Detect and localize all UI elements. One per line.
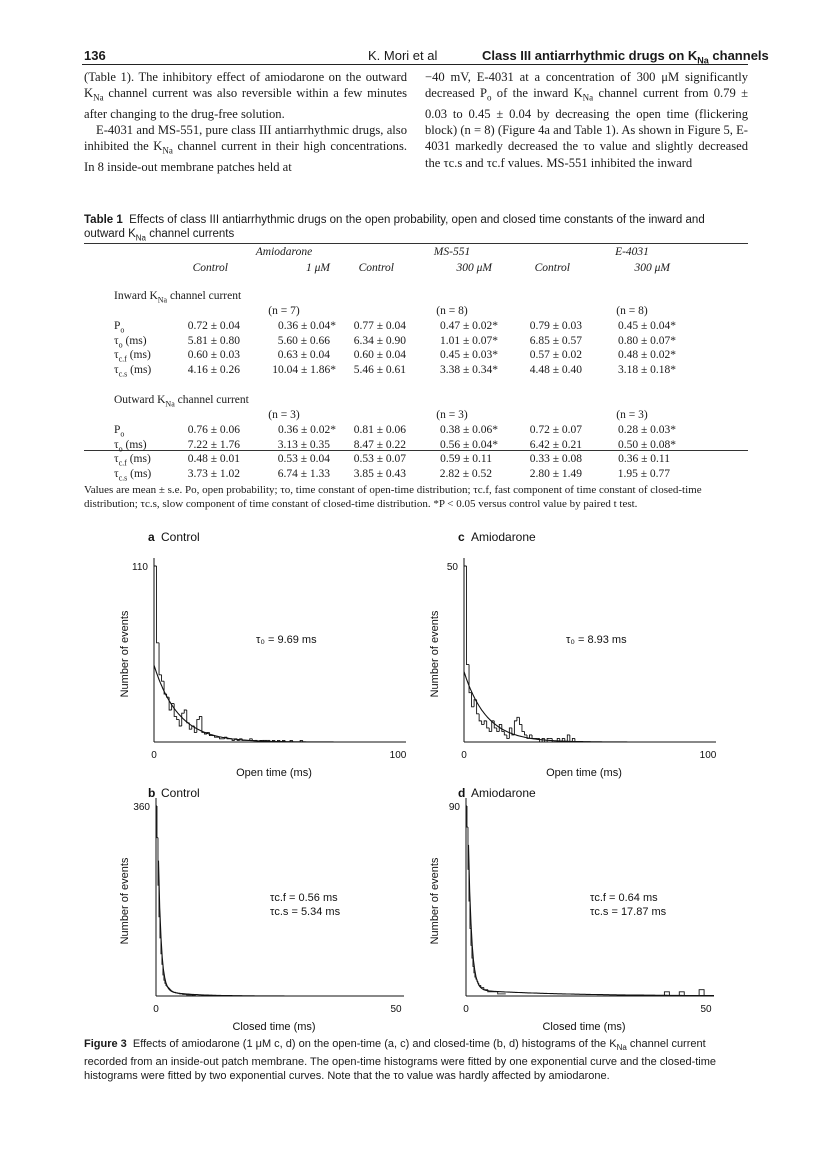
table-row-label: $\tau_o$ (ms) — [114, 334, 147, 349]
table-cell: 6.34 ± 0.90 — [353, 334, 406, 347]
table-cell: 0.57 ± 0.02 — [529, 349, 582, 361]
histogram-bin — [522, 724, 525, 731]
x-tick-label: 0 — [151, 750, 157, 761]
table-cell: 0.60 ± 0.04 — [353, 349, 406, 361]
table-cell: 2.80 ± 1.49 — [529, 467, 582, 480]
text-column-right — [425, 69, 748, 171]
x-tick-label: 100 — [699, 750, 717, 761]
histogram-bin — [159, 643, 162, 675]
histogram-bin — [504, 731, 507, 735]
panel-title: Control — [161, 786, 200, 800]
table-row-label: $\tau_{c.f}$ (ms) — [114, 349, 151, 364]
table-cell: 0.36 ± 0.02* — [277, 424, 336, 436]
histogram-bin — [467, 806, 468, 827]
histogram-bin — [479, 714, 482, 721]
paragraph: E-4031 and MS-551, pure class III antiarrhythmic drugs, also inhibited the $K_{Na}$ channel current in their high concentrations. In 8 inside-out membrane patches held at — [84, 123, 407, 175]
table-cell: 0.28 ± 0.03* — [617, 424, 676, 436]
table-caption: Table 1 Effects of class III antiarrhythmic drugs on the open probability, open and closed time constants of the inward and outward $K_{Na}$ channel currents — [84, 214, 705, 243]
histogram-b — [110, 784, 420, 1036]
table-row-label: $P_o$ — [114, 320, 125, 335]
table-top-rule — [84, 243, 748, 244]
table-n-count: (n = 8) — [616, 305, 648, 317]
table-section-title: Outward $K_{Na}$ channel current — [114, 394, 249, 409]
table-n-count: (n = 3) — [616, 409, 648, 421]
table-cell: 4.16 ± 0.26 — [187, 363, 240, 376]
y-axis-label: Number of events — [429, 610, 441, 698]
table-subheader: 1 μM — [306, 262, 330, 274]
x-axis-label: Open time (ms) — [546, 767, 622, 779]
x-tick-label: 50 — [700, 1004, 712, 1015]
histogram-bin — [467, 566, 470, 665]
header-rule — [82, 64, 748, 65]
fit-curve — [159, 861, 405, 996]
table-cell: 0.72 ± 0.04 — [187, 320, 240, 332]
tau-annotation: τc.f = 0.56 ms — [270, 892, 338, 904]
table-cell: 3.73 ± 1.02 — [187, 467, 240, 480]
table-notes: Values are mean ± s.e. Po, open probability; τo, time constant of open-time distribution; τc.f, fast component of time constant of closed-time distribution; τc.s, slow component of time constant of closed-time distribution. *P < 0.05 versus control value by paired t test. — [84, 484, 702, 510]
histogram-c — [420, 528, 730, 784]
x-tick-label: 0 — [463, 1004, 469, 1015]
table-cell: 1.01 ± 0.07* — [439, 334, 498, 347]
table-cell: 1.95 ± 0.77 — [617, 467, 670, 480]
y-axis-label: Number of events — [429, 857, 441, 945]
tau-annotation: τc.s = 5.34 ms — [270, 906, 341, 918]
table-cell: 3.13 ± 0.35 — [277, 438, 330, 451]
panel-label: a — [148, 530, 155, 544]
table-cell: 0.79 ± 0.03 — [529, 320, 582, 332]
y-tick-label: 110 — [132, 562, 148, 573]
table-cell: 3.85 ± 0.43 — [353, 467, 406, 480]
table-n-count: (n = 7) — [268, 305, 300, 317]
table-subheader: 300 μM — [634, 262, 670, 274]
table-cell: 0.53 ± 0.07 — [353, 453, 406, 465]
table-row-label: $\tau_{c.f}$ (ms) — [114, 453, 151, 468]
histogram-bin — [157, 806, 158, 838]
histogram-bin — [170, 989, 171, 990]
table-cell: 0.72 ± 0.07 — [529, 424, 582, 436]
table-cell: 0.77 ± 0.04 — [353, 320, 406, 332]
table-cell: 0.45 ± 0.03* — [439, 349, 498, 361]
histogram-a — [110, 528, 420, 784]
table-cell: 0.48 ± 0.01 — [187, 453, 240, 465]
histogram-bin — [524, 731, 527, 735]
histogram-bin — [197, 720, 200, 733]
histogram-bin — [519, 717, 522, 724]
table-cell: 0.53 ± 0.04 — [277, 453, 330, 465]
y-axis-label: Number of events — [119, 610, 131, 698]
tau-annotation: τ₀ = 9.69 ms — [256, 634, 317, 646]
x-tick-label: 100 — [389, 750, 407, 761]
table-cell: 0.48 ± 0.02* — [617, 349, 676, 361]
x-tick-label: 50 — [390, 1004, 402, 1015]
page-number: 136 — [84, 48, 106, 63]
panel-label: b — [148, 786, 156, 800]
paragraph: −40 mV, E-4031 at a concentration of 300 μM significantly decreased $P_o$ of the inward $K_{Na}$ channel current from 0.79 ± 0.03 to 0.45 ± 0.04 by decreasing the open time (flickering block) (n = 8) (Figure 4a and Table 1). As shown in Figure 5, E-4031 markedly decreased the τo value and slightly decreased the τc.s and τc.f values. MS-551 inhibited the inward — [425, 70, 748, 170]
panel-title: Amiodarone — [471, 530, 536, 544]
histogram-d — [420, 784, 730, 1036]
histogram-bin — [187, 710, 190, 723]
table-subheader: Control — [534, 262, 570, 274]
tau-annotation: τc.f = 0.64 ms — [590, 892, 658, 904]
table-cell: 3.38 ± 0.34* — [439, 363, 498, 376]
table-cell: 5.81 ± 0.80 — [187, 334, 240, 347]
table-drug-header: E-4031 — [615, 246, 649, 258]
x-tick-label: 0 — [153, 1004, 159, 1015]
histogram-bin — [487, 721, 490, 728]
table-cell: 0.45 ± 0.04* — [617, 320, 676, 332]
panel-label: c — [458, 530, 465, 544]
fit-curve — [154, 665, 406, 742]
table-n-count: (n = 3) — [268, 409, 300, 421]
table-cell: 0.60 ± 0.03 — [187, 349, 240, 361]
table-cell: 0.47 ± 0.02* — [439, 320, 498, 332]
table-cell: 0.80 ± 0.07* — [617, 334, 676, 347]
histogram-bin — [162, 675, 165, 681]
y-tick-label: 90 — [448, 802, 460, 813]
table-cell: 0.59 ± 0.11 — [440, 453, 492, 465]
paragraph: (Table 1). The inhibitory effect of amiodarone on the outward $K_{Na}$ channel current was also reversible within a few minutes after changing to the drug-free solution. — [84, 70, 407, 121]
histogram-bin — [157, 566, 160, 643]
tau-annotation: τc.s = 17.87 ms — [590, 906, 667, 918]
histogram-bin — [202, 716, 205, 732]
table-cell: 0.36 ± 0.04* — [277, 320, 336, 332]
table-cell: 4.48 ± 0.40 — [529, 363, 582, 376]
histogram-bin — [193, 995, 194, 996]
table-row-label: $\tau_o$ (ms) — [114, 438, 147, 453]
table-cell: 2.82 ± 0.52 — [439, 467, 492, 480]
panel-label: d — [458, 786, 466, 800]
histogram-bin — [177, 716, 180, 719]
table-row-label: $\tau_{c.s}$ (ms) — [114, 467, 152, 482]
table-cell: 0.33 ± 0.08 — [529, 453, 582, 465]
tau-annotation: τ₀ = 8.93 ms — [566, 634, 627, 646]
x-axis-label: Closed time (ms) — [232, 1021, 316, 1033]
fit-curve — [469, 845, 715, 996]
x-axis-label: Open time (ms) — [236, 767, 312, 779]
panel-title: Amiodarone — [471, 786, 536, 800]
table-cell: 10.04 ± 1.86* — [272, 363, 336, 376]
table-cell: 7.22 ± 1.76 — [187, 438, 240, 451]
table-cell: 6.42 ± 0.21 — [529, 438, 582, 451]
table-cell: 6.74 ± 1.33 — [277, 467, 330, 480]
table-subheader: 300 μM — [456, 262, 492, 274]
table-row-label: $\tau_{c.s}$ (ms) — [114, 363, 152, 378]
table-cell: 0.50 ± 0.08* — [617, 438, 676, 451]
table-cell: 3.18 ± 0.18* — [617, 363, 676, 376]
histogram-bin — [514, 721, 517, 735]
table-cell: 0.76 ± 0.06 — [187, 424, 240, 436]
table-subheader: Control — [358, 262, 394, 274]
table-cell: 0.81 ± 0.06 — [353, 424, 406, 436]
table-section-title: Inward $K_{Na}$ channel current — [114, 290, 242, 305]
running-title: Class III antiarrhythmic drugs on $K_{Na}$ channels — [482, 48, 769, 66]
table-n-count: (n = 8) — [436, 305, 468, 317]
table-n-count: (n = 3) — [436, 409, 468, 421]
table-cell: 5.46 ± 0.61 — [353, 363, 406, 376]
panel-title: Control — [161, 530, 200, 544]
table-subheader: Control — [192, 262, 228, 274]
histogram-bin — [532, 735, 535, 739]
table-cell: 0.56 ± 0.04* — [439, 438, 498, 451]
figure-caption: Figure 3 Effects of amiodarone (1 μM c, d) on the open-time (a, c) and closed-time (b, d) histograms of the $K_{Na}$ channel current recorded from an inside-out patch membrane. The open-time histograms were fitted by one exponential curve and the closed-time histograms were fitted by two exponential curves. Note that the τo value was hardly affected by amiodarone. — [84, 1038, 717, 1083]
table-cell: 8.47 ± 0.22 — [353, 438, 406, 451]
table-cell: 0.63 ± 0.04 — [277, 349, 330, 361]
table-cell: 0.38 ± 0.06* — [439, 424, 498, 436]
table-cell: 0.36 ± 0.11 — [618, 453, 670, 465]
table-drug-header: MS-551 — [433, 246, 471, 258]
table-row-label: $P_o$ — [114, 424, 125, 439]
y-tick-label: 360 — [133, 802, 150, 813]
y-axis-label: Number of events — [119, 857, 131, 945]
x-axis-label: Closed time (ms) — [542, 1021, 626, 1033]
y-tick-label: 50 — [446, 562, 458, 573]
table-cell: 6.85 ± 0.57 — [529, 334, 582, 347]
table-cell: 5.60 ± 0.66 — [277, 334, 330, 347]
text-column-left — [84, 69, 407, 175]
running-authors: K. Mori et al — [368, 48, 438, 63]
table-drug-header: Amiodarone — [255, 246, 313, 258]
x-tick-label: 0 — [461, 750, 467, 761]
